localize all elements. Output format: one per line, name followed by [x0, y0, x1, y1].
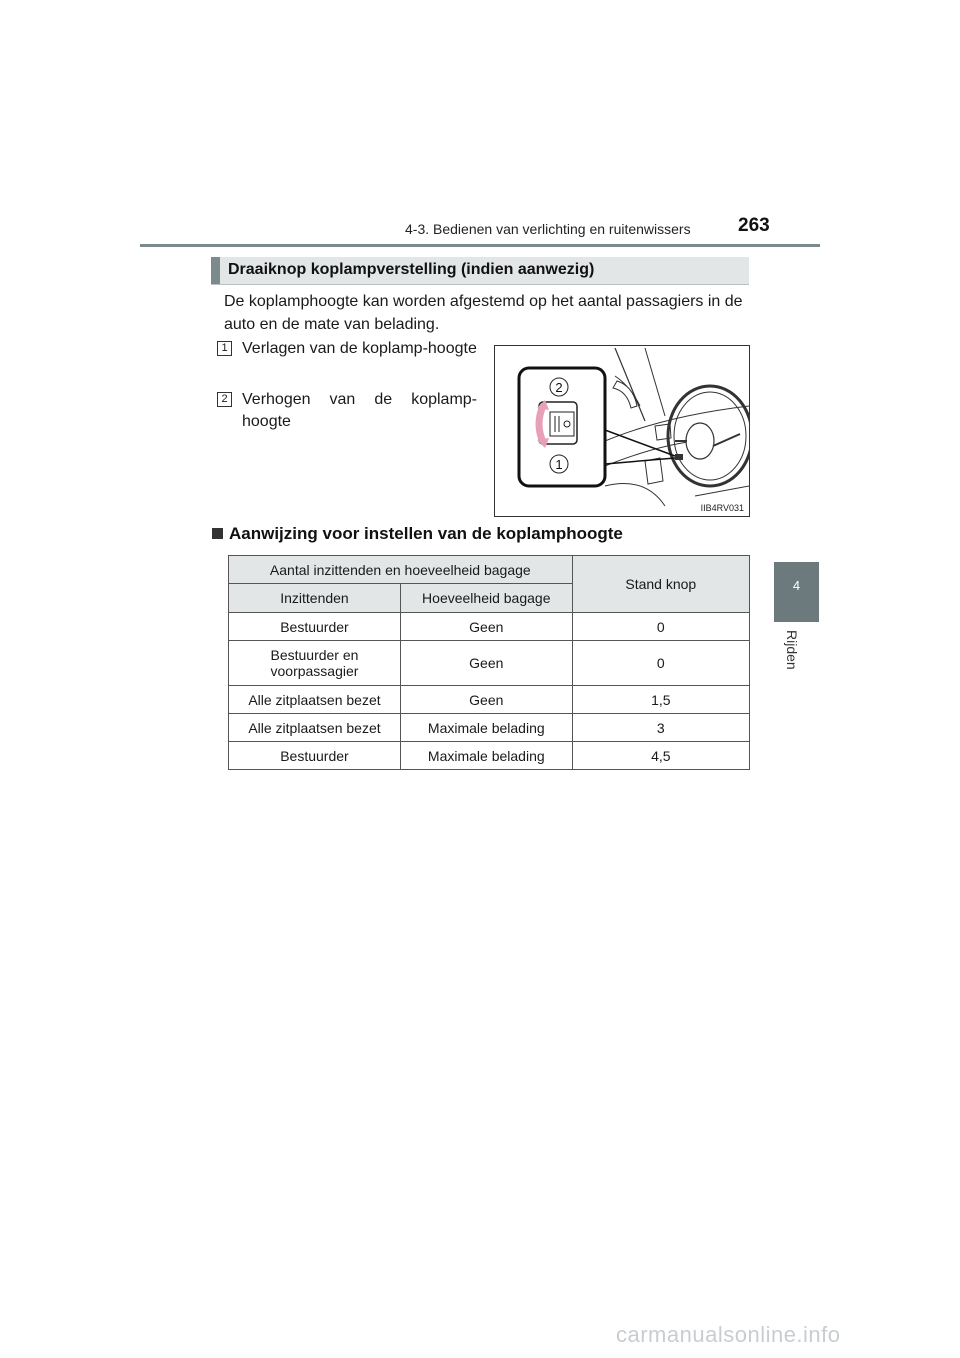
page-number: 263	[738, 215, 770, 236]
table-cell-luggage: Geen	[400, 686, 572, 714]
chapter-side-label	[776, 630, 816, 690]
table-cell-occupants: Bestuurder	[229, 742, 401, 770]
table-col-occupants: Inzittenden	[229, 584, 401, 613]
table-cell-position: 0	[572, 613, 749, 641]
headlight-level-table	[228, 555, 750, 770]
callout-2-label: 2	[555, 380, 563, 395]
chapter-side-label-text: Rijden	[784, 630, 800, 670]
table-cell-luggage: Maximale belading	[400, 742, 572, 770]
watermark: carmanualsonline.info	[616, 1322, 841, 1347]
table-cell-position: 1,5	[572, 686, 749, 714]
table-cell-luggage: Maximale belading	[400, 714, 572, 742]
section-heading	[211, 257, 749, 284]
step-number-badge: 2	[217, 392, 232, 407]
table-group-header: Aantal inzittenden en hoeveelheid bagage	[229, 556, 573, 584]
table-row	[229, 641, 750, 686]
callout-1-label: 1	[555, 457, 563, 472]
table-cell-occupants: Alle zitplaatsen bezet	[229, 714, 401, 742]
table-cell-luggage: Geen	[400, 641, 572, 686]
subsection-heading-text: Aanwijzing voor instellen van de koplamphoogte	[229, 524, 623, 543]
step-text: Verhogen van de koplamp-hoogte	[242, 391, 477, 430]
table-cell-occupants: Bestuurder en voorpassagier	[229, 641, 401, 686]
step-text: Verlagen van de koplamp-hoogte	[242, 340, 477, 357]
headlight-dial-illustration	[494, 345, 750, 517]
table-position-header: Stand knop	[572, 556, 749, 613]
section-heading-underline	[211, 284, 749, 285]
table-cell-occupants: Alle zitplaatsen bezet	[229, 686, 401, 714]
illustration-code: IIB4RV031	[700, 503, 744, 513]
table-row	[229, 714, 750, 742]
table-cell-position: 4,5	[572, 742, 749, 770]
intro-paragraph: De koplamphoogte kan worden afgestemd op het aantal passagiers in de auto en de mate van belading.	[224, 293, 743, 333]
chapter-title: 4-3. Bedienen van verlichting en ruitenwissers	[405, 221, 691, 237]
table-row	[229, 742, 750, 770]
step-number-badge: 1	[217, 341, 232, 356]
chapter-side-tab-number: 4	[792, 578, 801, 593]
table-cell-luggage: Geen	[400, 613, 572, 641]
table-cell-occupants: Bestuurder	[229, 613, 401, 641]
dashboard-drawing	[495, 346, 749, 516]
table-row	[229, 686, 750, 714]
table-col-luggage: Hoeveelheid bagage	[400, 584, 572, 613]
table-cell-position: 0	[572, 641, 749, 686]
table-cell-position: 3	[572, 714, 749, 742]
bullet-square-icon	[212, 528, 223, 539]
header-divider	[140, 244, 820, 247]
subsection-heading	[212, 524, 623, 544]
section-heading-text: Draaiknop koplampverstelling (indien aanwezig)	[228, 261, 595, 278]
table-row	[229, 613, 750, 641]
